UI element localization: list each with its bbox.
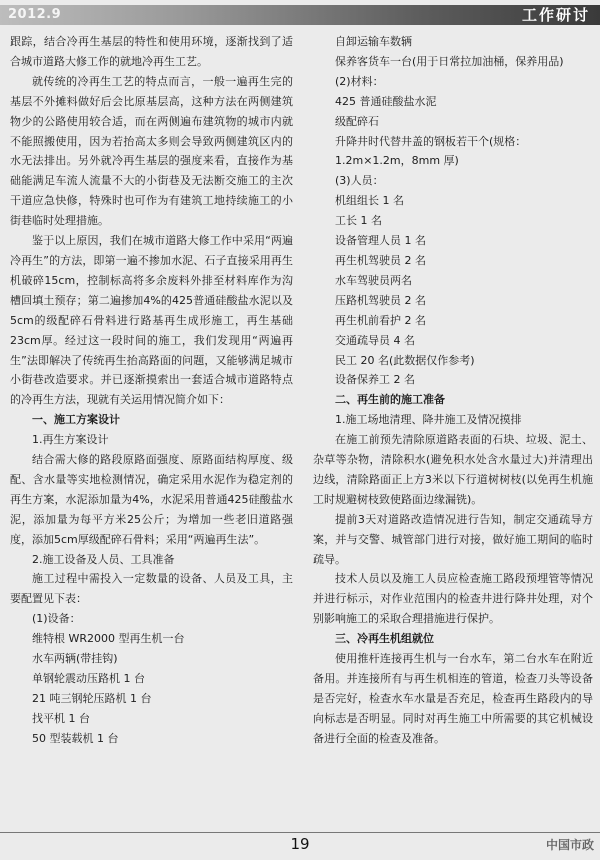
list-item: 保养客货车一台(用于日常拉加油桶，保养用品)	[335, 54, 564, 68]
section-title: 工作研讨	[521, 6, 590, 24]
list-item: 级配碎石	[335, 114, 379, 128]
list-item: 设备保养工 2 名	[335, 373, 415, 387]
list-heading-materials: (2)材料：	[335, 74, 384, 88]
journal-name: 中国市政	[545, 838, 594, 852]
list-heading-equipment: (1)设备：	[32, 612, 81, 626]
list-item: 维特根 WR2000 型再生机一台	[32, 632, 185, 646]
list-item: 水车驾驶员两名	[335, 273, 412, 287]
paragraph-unit-positioning: 使用推杆连接再生机与一台水车，第二台水车在附近备用。并连接所有与再生机相连的管道，检查刀头等设备是否完好，检查水车水量是否充足，检查再生路段内的导向标志是否明显。同时对再生施工中所需要的其它机械设备进行全面的检查及准备。	[313, 652, 593, 745]
list-item: 50 型装载机 1 台	[32, 731, 119, 745]
paragraph-pipe-inspection: 技术人员以及施工人员应检查施工路段预埋管等情况并进行标示，对作业范围内的检查井进行降井处理，对个别影响施工的采取合理措施进行保护。	[313, 572, 593, 626]
list-item: 425 普通硅酸盐水泥	[335, 94, 437, 108]
left-column	[10, 32, 293, 749]
list-item: 机组组长 1 名	[335, 194, 404, 208]
running-header	[0, 0, 600, 28]
subheading-2-1: 1.施工场地清理、降井施工及情况摸排	[335, 413, 522, 427]
list-item: 升降井时代替井盖的钢板若干个(规格：1.2m×1.2m，8mm 厚)	[335, 134, 527, 168]
list-item: 交通疏导员 4 名	[335, 333, 415, 347]
paragraph-traffic-notice: 提前3天对道路改造情况进行告知，制定交通疏导方案，并与交警、城管部门进行对接，做好施工期间的临时疏导。	[313, 512, 593, 566]
list-heading-staff: (3)人员：	[335, 174, 384, 188]
paragraph-traditional-method: 就传统的冷再生工艺的特点而言，一般一遍再生完的基层不外摊料做好后会比原基层高，这种方法在两侧建筑物少的公路使用较合适，而在两侧遍布建筑物的城市内就不能照搬使用，因为若抬高太多则会导致两侧建筑区内的水无法排出。另外就冷再生基层的强度来看，直接作为基础能满足车流人流量不大的小街巷及无法断交施工的主次干道应急快修，特殊时也可作为有建筑工地持续施工的小街巷临时处理措施。	[10, 74, 293, 228]
list-item: 再生机前看护 2 名	[335, 313, 426, 327]
list-item: 民工 20 名(此数据仅作参考)	[335, 353, 475, 367]
subheading-1-2: 2.施工设备及人员、工具准备	[32, 552, 175, 566]
section-heading-1: 一、施工方案设计	[32, 413, 120, 427]
page-number: 19	[290, 835, 310, 853]
list-item: 再生机驾驶员 2 名	[335, 253, 426, 267]
paragraph-plan-design: 结合需大修的路段原路面强度、原路面结构厚度、级配、含水量等实地检测情况，确定采用水泥作为稳定剂的再生方案，水泥添加量为4%，水泥采用普通425硅酸盐水泥，添加量为每平方米25公斤；为增加一些老旧道路强度，添加5cm厚级配碎石骨料；采用“两遍再生法”。	[10, 453, 293, 546]
list-item: 自卸运输车数辆	[335, 35, 412, 48]
list-item: 单钢轮震动压路机 1 台	[32, 672, 145, 685]
paragraph-two-pass-method: 鉴于以上原因，我们在城市道路大修工作中采用“两遍冷再生”的方法，即第一遍不掺加水泥、石子直接采用再生机破碎15cm，控制标高将多余废料外排至材料库作为沟槽回填土预存；第二遍掺加4%的425普通硅酸盐水泥以及5cm的级配碎石骨料进行路基再生成形施工，再生基础23cm厚。经过这一段时间的施工，我们发现用“两遍再生”法即解决了传统再生抬高路面的问题，又能够满足城市小街巷改造要求。并已逐渐摸索出一套适合城市道路特点的冷再生方法，现就有关运用情况简介如下：	[10, 234, 293, 407]
list-item: 水车两辆(带挂钩)	[32, 652, 118, 666]
list-item: 压路机驾驶员 2 名	[335, 293, 426, 307]
paragraph-continued: 跟踪，结合冷再生基层的特性和使用环境，逐渐找到了适合城市道路大修工作的就地冷再生工艺。	[10, 35, 293, 68]
section-heading-2: 二、再生前的施工准备	[335, 393, 445, 407]
section-heading-3: 三、冷再生机组就位	[335, 632, 434, 646]
list-item: 找平机 1 台	[32, 711, 90, 725]
list-item: 工长 1 名	[335, 214, 382, 228]
right-column	[313, 32, 593, 749]
footer-rule	[0, 832, 600, 833]
header-band	[0, 5, 600, 25]
subheading-1-1: 1.再生方案设计	[32, 433, 109, 447]
paragraph-equipment-intro: 施工过程中需投入一定数量的设备、人员及工具，主要配置见下表：	[10, 572, 293, 606]
list-item: 设备管理人员 1 名	[335, 234, 426, 248]
list-item: 21 吨三钢轮压路机 1 台	[32, 691, 152, 705]
issue-date: 2012.9	[8, 7, 62, 22]
paragraph-site-clearing: 在施工前预先清除原道路表面的石块、垃圾、泥土、杂草等杂物，清除积水(避免积水处含水量过大)并清理出边线，清除路面正上方3米以下行道树树枝(以免再生机施工时规避树枝致使路面边缘漏铣)。	[313, 433, 593, 506]
